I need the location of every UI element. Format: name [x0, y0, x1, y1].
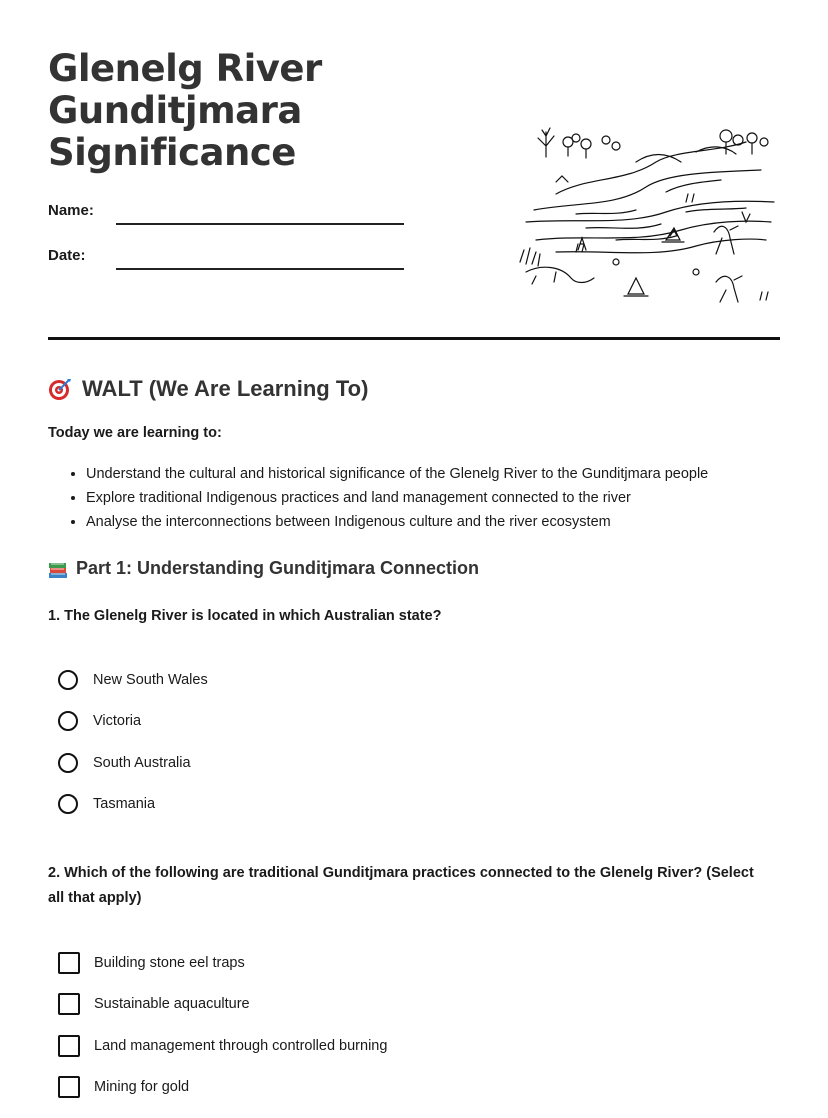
- question-1: 1. The Glenelg River is located in which Australian state?: [48, 608, 442, 624]
- walt-intro: Today we are learning to:: [48, 425, 222, 441]
- radio-option[interactable]: [58, 742, 208, 784]
- option-label: Land management through controlled burning: [94, 1037, 388, 1054]
- checkbox[interactable]: [58, 993, 80, 1015]
- name-field: [48, 202, 404, 219]
- date-field: [48, 247, 404, 264]
- name-line[interactable]: [116, 223, 404, 225]
- checkbox[interactable]: [58, 1076, 80, 1098]
- title-line: Glenelg River: [48, 47, 322, 90]
- objectives-list: [48, 462, 786, 534]
- checkbox-option[interactable]: [58, 1025, 387, 1067]
- part1-heading: [48, 558, 479, 579]
- title-line: Gunditjmara: [48, 89, 302, 132]
- option-label: Building stone eel traps: [94, 954, 245, 971]
- part1-heading-text: Part 1: Understanding Gunditjmara Connection: [76, 558, 480, 578]
- checkbox-option[interactable]: [58, 942, 387, 984]
- checkbox-option[interactable]: [58, 1067, 387, 1109]
- radio-button[interactable]: [58, 794, 78, 814]
- checkbox-option[interactable]: [58, 984, 387, 1026]
- river-landscape-illustration: [516, 122, 780, 308]
- worksheet-header: [48, 48, 780, 338]
- radio-button[interactable]: [58, 670, 78, 690]
- list-item: • Analyse the interconnections between Indigenous culture and the river ecosystem: [86, 510, 786, 534]
- option-label: Victoria: [93, 713, 142, 730]
- radio-option[interactable]: [58, 701, 208, 743]
- option-label: South Australia: [93, 754, 191, 771]
- question-1-options: [58, 659, 208, 825]
- question-2-options: [58, 942, 387, 1108]
- radio-button[interactable]: [58, 753, 78, 773]
- target-dart-icon: [48, 377, 72, 401]
- walt-heading: [48, 376, 368, 402]
- option-label: Sustainable aquaculture: [94, 996, 250, 1013]
- radio-option[interactable]: [58, 784, 208, 826]
- option-label: New South Wales: [93, 671, 208, 688]
- date-label: Date:: [48, 247, 86, 264]
- radio-button[interactable]: [58, 711, 78, 731]
- header-divider: [48, 337, 780, 340]
- option-label: Tasmania: [93, 796, 156, 813]
- checkbox[interactable]: [58, 952, 80, 974]
- question-2: 2. Which of the following are traditional Gunditjmara practices connected to the Glenelg River? (Select all that apply): [48, 865, 754, 906]
- list-item: • Explore traditional Indigenous practices and land management connected to the river: [86, 486, 786, 510]
- list-item: • Understand the cultural and historical significance of the Glenelg River to the Gunditjmara people: [86, 462, 786, 486]
- walt-heading-text: WALT (We Are Learning To): [82, 376, 369, 401]
- name-label: Name:: [48, 202, 94, 219]
- page-title: [48, 48, 378, 174]
- option-label: Mining for gold: [94, 1079, 190, 1096]
- books-icon: [48, 559, 68, 579]
- radio-option[interactable]: [58, 659, 208, 701]
- date-line[interactable]: [116, 268, 404, 270]
- checkbox[interactable]: [58, 1035, 80, 1057]
- title-line: Significance: [48, 131, 296, 174]
